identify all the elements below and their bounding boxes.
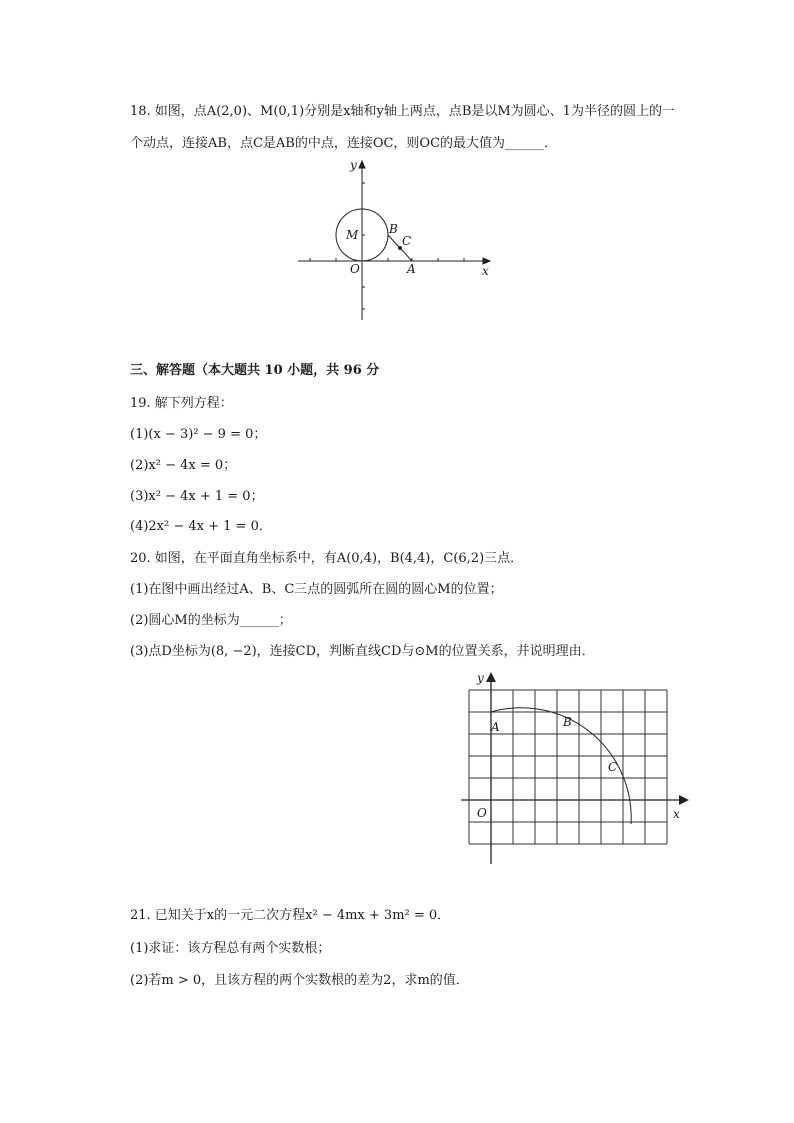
q18-label-c: C bbox=[402, 234, 412, 248]
q20-item-3: (3)点D坐标为(8, −2)，连接CD，判断直线CD与⊙M的位置关系，并说明理由． bbox=[130, 644, 595, 659]
q20-figure bbox=[455, 668, 695, 873]
q20-label-b: B bbox=[563, 715, 572, 729]
q20-stem: 20. 如图，在平面直角坐标系中，有A(0,4)，B(4,4)，C(6,2)三点． bbox=[130, 551, 524, 566]
q18-label-m: M bbox=[346, 228, 359, 242]
q20-label-a: A bbox=[491, 720, 500, 734]
q18-text-line1: 18. 如图，点A(2,0)、M(0,1)分别是x轴和y轴上两点，点B是以M为圆心、1为半径的圆上的一 bbox=[130, 104, 675, 119]
q20-item-1: (1)在图中画出经过A、B、C三点的圆弧所在圆的圆心M的位置； bbox=[130, 582, 503, 597]
q18-label-a: A bbox=[407, 262, 416, 276]
q18-figure bbox=[290, 155, 500, 325]
q18-label-b: B bbox=[389, 222, 398, 236]
q21-stem: 21. 已知关于x的一元二次方程x² − 4mx + 3m² = 0． bbox=[130, 908, 451, 923]
section-3-heading: 三、解答题（本大题共 10 小题，共 96 分 bbox=[130, 363, 380, 378]
q18-text-line2: 个动点，连接AB，点C是AB的中点，连接OC，则OC的最大值为______． bbox=[130, 136, 558, 151]
q20-label-c: C bbox=[608, 760, 618, 774]
q20-label-o: O bbox=[477, 806, 487, 820]
q19-item-3: (3)x² − 4x + 1 = 0； bbox=[130, 489, 264, 504]
q20-label-y: y bbox=[477, 671, 484, 685]
q20-item-2: (2)圆心M的坐标为______； bbox=[130, 613, 292, 628]
q19-item-2: (2)x² − 4x = 0； bbox=[130, 458, 237, 473]
q20-grid bbox=[469, 690, 667, 844]
q20-label-x: x bbox=[673, 807, 680, 821]
q18-label-y: y bbox=[350, 158, 357, 172]
q19-stem: 19. 解下列方程： bbox=[130, 396, 233, 411]
q20-y-arrow bbox=[486, 672, 496, 682]
q20-x-arrow bbox=[679, 795, 689, 805]
q18-label-o: O bbox=[350, 262, 360, 276]
q19-item-4: (4)2x² − 4x + 1 = 0． bbox=[130, 519, 272, 534]
q21-item-2: (2)若m > 0，且该方程的两个实数根的差为2，求m的值． bbox=[130, 973, 469, 988]
q18-label-x: x bbox=[482, 264, 489, 278]
q19-item-1: (1)(x − 3)² − 9 = 0； bbox=[130, 427, 267, 442]
q21-item-1: (1)求证：该方程总有两个实数根； bbox=[130, 941, 331, 956]
